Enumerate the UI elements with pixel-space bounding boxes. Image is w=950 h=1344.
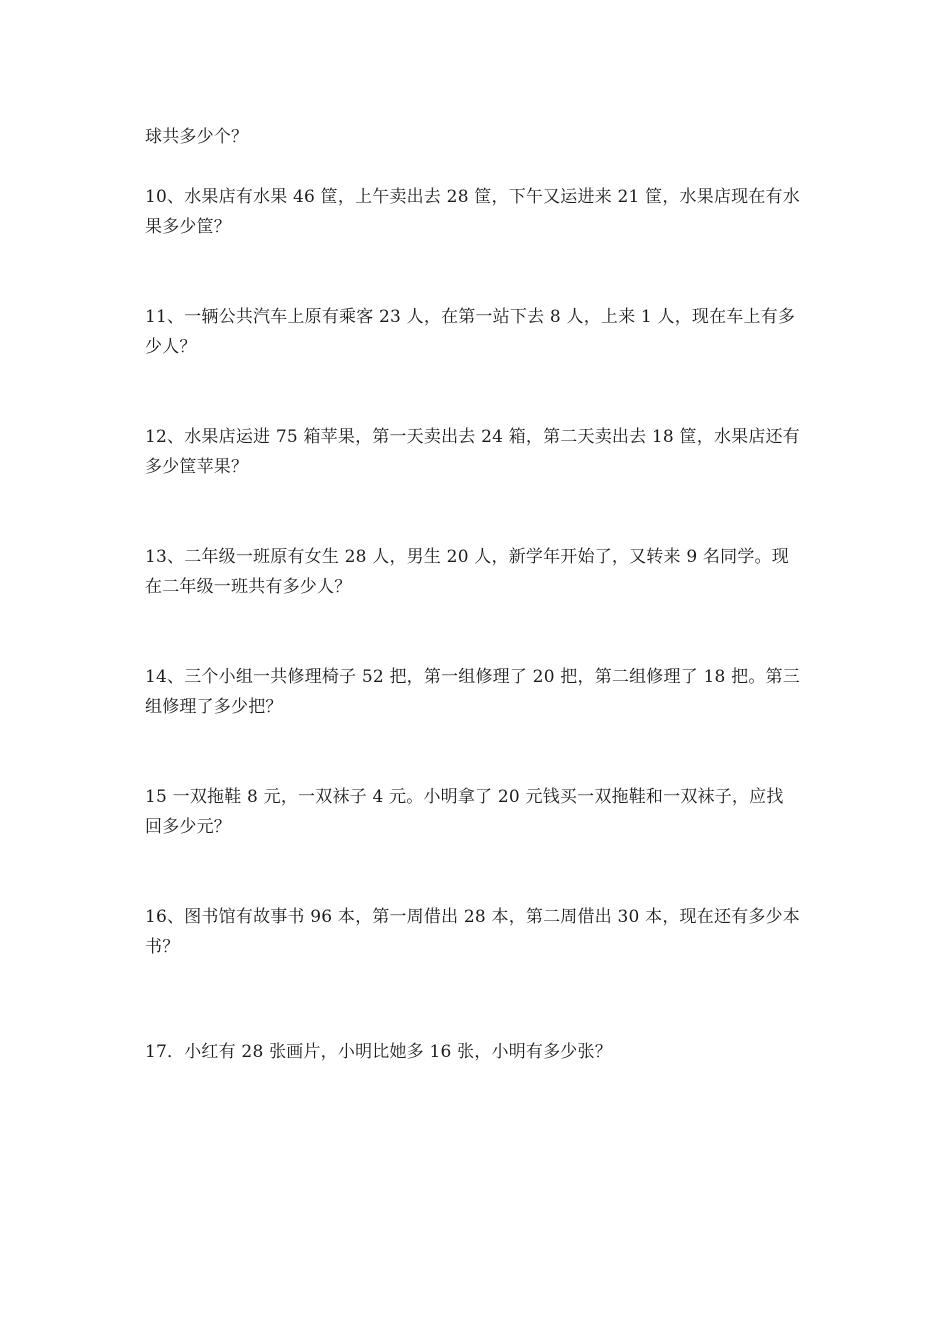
problem-line: 书？ bbox=[145, 937, 180, 957]
problem-line: 13、二年级一班原有女生 28 人，男生 20 人，新学年开始了，又转来 9 名同学。现 bbox=[145, 547, 789, 567]
problem-line: 回多少元？ bbox=[145, 817, 231, 837]
problem-line: 球共多少个？ bbox=[145, 127, 249, 147]
problem-line: 16、图书馆有故事书 96 本，第一周借出 28 本，第二周借出 30 本，现在还有多少本 bbox=[145, 907, 800, 927]
problem-line: 在二年级一班共有多少人？ bbox=[145, 577, 352, 597]
problem-line: 组修理了多少把？ bbox=[145, 697, 283, 717]
problem-line: 12、水果店运进 75 箱苹果，第一天卖出去 24 箱，第二天卖出去 18 筐，水果店还有 bbox=[145, 427, 800, 447]
problem-line: 少人？ bbox=[145, 337, 197, 357]
problem-line: 17．小红有 28 张画片，小明比她多 16 张，小明有多少张？ bbox=[145, 1042, 612, 1062]
problem-line: 14、三个小组一共修理椅子 52 把，第一组修理了 20 把，第二组修理了 18 把。第三 bbox=[145, 667, 800, 687]
problem-line: 多少筐苹果？ bbox=[145, 457, 249, 477]
problem-line: 果多少筐？ bbox=[145, 217, 231, 237]
problem-line: 15 一双拖鞋 8 元，一双袜子 4 元。小明拿了 20 元钱买一双拖鞋和一双袜子，应找 bbox=[145, 787, 784, 807]
problem-line: 10、水果店有水果 46 筐，上午卖出去 28 筐，下午又运进来 21 筐，水果店现在有水 bbox=[145, 187, 800, 207]
problem-line: 11、一辆公共汽车上原有乘客 23 人，在第一站下去 8 人，上来 1 人，现在车上有多 bbox=[145, 307, 796, 327]
